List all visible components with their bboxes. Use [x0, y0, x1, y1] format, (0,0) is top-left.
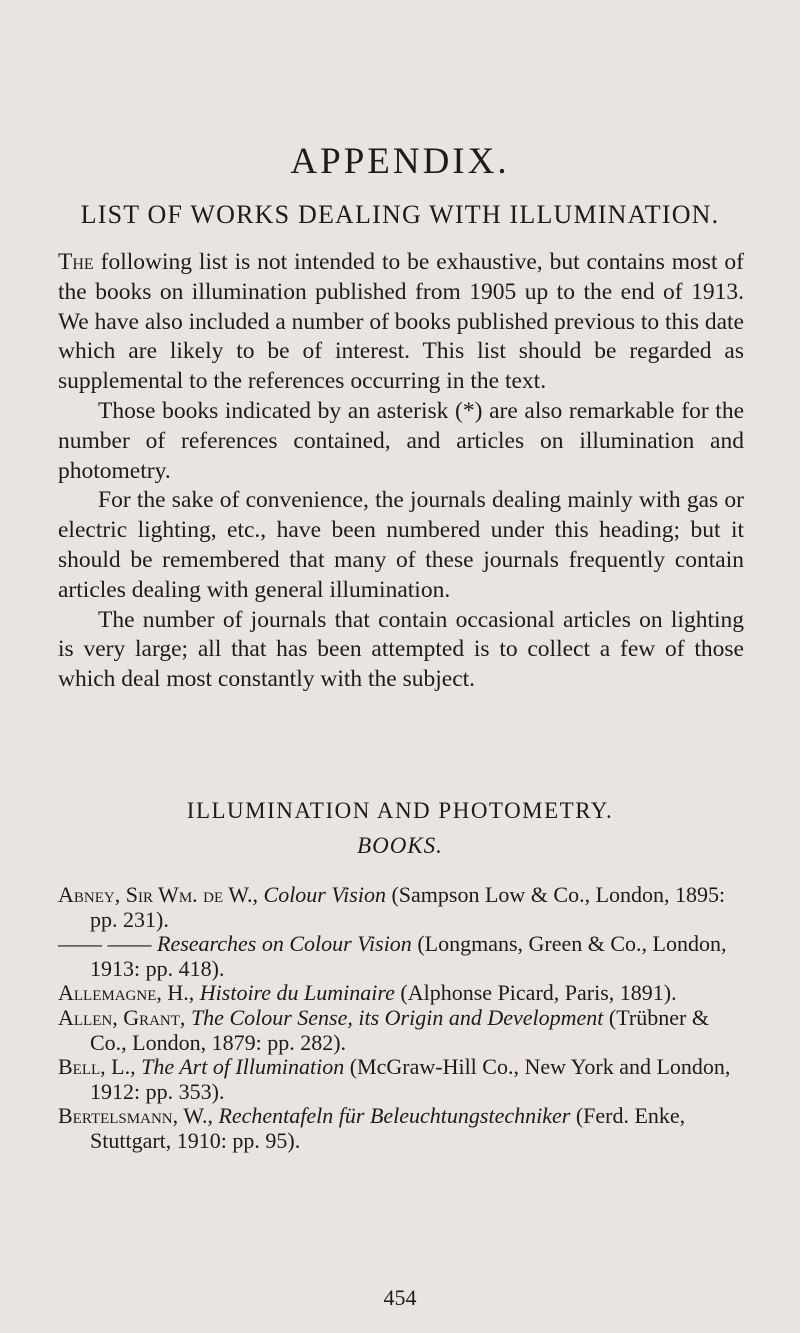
book-author: Allemagne, H., [58, 980, 195, 1006]
book-entry [58, 1055, 744, 1104]
page-number: 454 [383, 1285, 417, 1310]
intro-paragraph-4: The number of journals that contain occasional articles on lighting is very large; all that has been attempted is to collect a few of those which deal most constantly with the subject. [58, 606, 744, 693]
book-entry [58, 981, 744, 1006]
book-details: (Ferd. Enke, Stuttgart, 1910: pp. 95). [90, 1103, 686, 1153]
book-title: Researches on Colour Vision [157, 931, 412, 957]
book-details: (Longmans, Green & Co., London, 1913: pp. 418). [90, 931, 727, 981]
book-author: Abney, Sir Wm. de W., [58, 882, 259, 907]
book-entry [58, 883, 744, 932]
book-details: (Sampson Low & Co., London, 1895: pp. 231). [90, 882, 726, 932]
book-author: Bell, L., [58, 1054, 136, 1080]
list-title: LIST OF WORKS DEALING WITH ILLUMINATION. [80, 200, 720, 229]
book-entry [58, 1006, 744, 1055]
book-title: The Colour Sense, its Origin and Development [190, 1004, 604, 1030]
book-details: (Trübner & Co., London, 1879: pp. 282). [90, 1004, 709, 1055]
intro-first-word: The [58, 249, 94, 275]
book-author: Bertelsmann, W., [58, 1103, 213, 1129]
intro-paragraph-2: Those books indicated by an asterisk (*) are also remarkable for the number of references contained, and articles on illumination and photometry. [58, 397, 744, 484]
book-title: The Art of Illumination [141, 1054, 345, 1080]
book-title: Histoire du Luminaire [199, 980, 395, 1006]
intro-paragraph-1-text: following list is not intended to be exhaustive, but contains most of the books on illumination published from 1905 up to the end of 1913. We have also included a number of books published previous to this date which are likely to be of interest. This list should be regarded as supplemental to the references occurring in the text. [58, 249, 744, 395]
book-author: Allen, Grant, [58, 1004, 186, 1030]
book-author: —— —— [58, 931, 152, 957]
section-subtitle: BOOKS. [357, 833, 443, 858]
book-details: (McGraw-Hill Co., New York and London, 1912: pp. 353). [90, 1054, 731, 1104]
book-list [58, 883, 744, 1154]
book-details: (Alphonse Picard, Paris, 1891). [400, 980, 677, 1006]
appendix-title: APPENDIX. [290, 141, 510, 182]
book-title: Rechentafeln für Beleuchtungstechniker [218, 1103, 571, 1129]
intro-paragraph-3: For the sake of convenience, the journals dealing mainly with gas or electric lighting, etc., have been numbered under this heading; but it should be remembered that many of these journals frequently contain articles dealing with general illumination. [58, 487, 744, 603]
intro-paragraph-1 [58, 248, 744, 397]
section-title: ILLUMINATION AND PHOTOMETRY. [186, 798, 614, 823]
book-title: Colour Vision [263, 882, 386, 907]
intro-section [58, 248, 744, 695]
book-entry [58, 1104, 744, 1153]
book-entry [58, 932, 744, 981]
